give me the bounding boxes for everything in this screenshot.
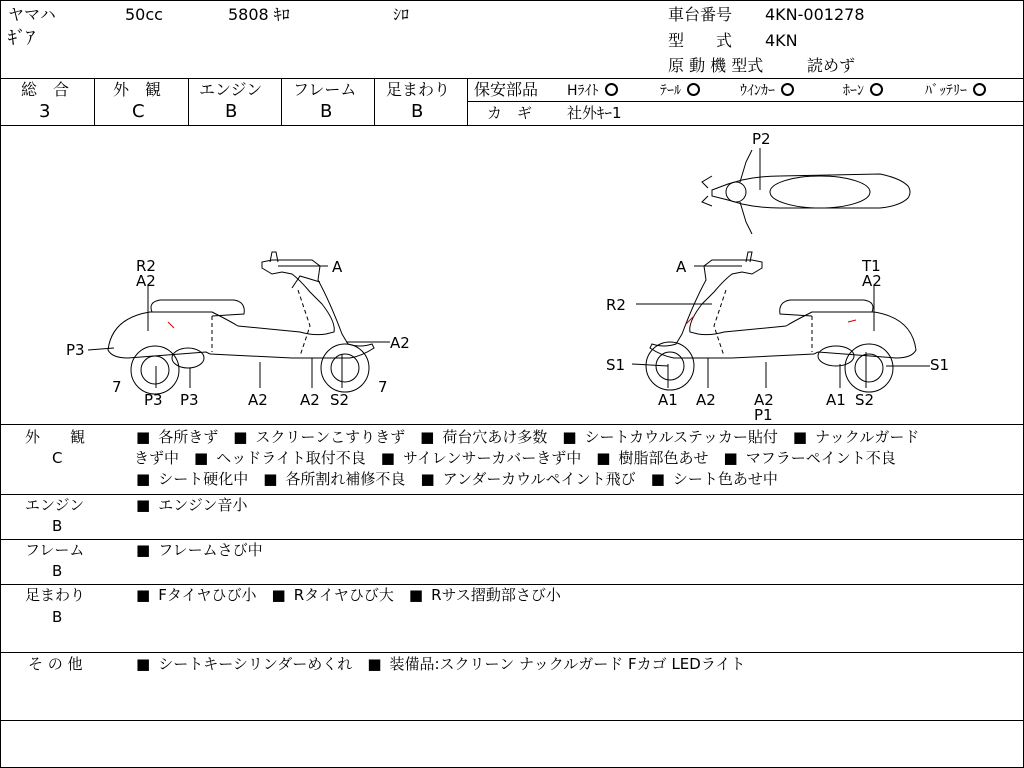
safety-parts-label: 保安部品 xyxy=(474,80,539,99)
exterior-grade-label: 外 観 xyxy=(113,80,162,99)
diagram-label: A2 xyxy=(862,272,882,290)
diagram-label: R2 xyxy=(606,296,626,314)
diagram-label: S2 xyxy=(330,391,350,409)
diagram-label: 7 xyxy=(378,378,388,396)
diagram-label: A1 xyxy=(826,391,846,409)
type-label: 型 式 xyxy=(668,31,733,50)
safety-battery: ﾊﾞｯﾃﾘｰ xyxy=(925,83,986,98)
scooter-top-view-icon xyxy=(702,150,910,234)
engine-type-label: 原 動 機 型式 xyxy=(668,56,764,75)
diagram-label: S2 xyxy=(855,391,875,409)
model-name: ｷﾞｱ xyxy=(8,28,35,49)
ok-circle-icon xyxy=(605,83,618,96)
mileage: 5808 ｷﾛ xyxy=(228,5,290,24)
diagram-label: 7 xyxy=(112,378,122,396)
exterior-notes-label: 外 観 xyxy=(25,428,86,446)
exterior-notes-line-3: ■ シート硬化中 ■ 各所割れ補修不良 ■ アンダーカウルペイント飛び ■ シート色あせ中 xyxy=(136,472,778,487)
safety-headlight: Hﾗｲﾄ xyxy=(567,83,618,98)
engine-notes-grade: B xyxy=(52,517,63,535)
damage-diagram xyxy=(0,126,1024,424)
total-grade-label: 総 合 xyxy=(21,80,70,99)
key-value: 社外ｷｰ1 xyxy=(567,104,622,122)
frame-grade: B xyxy=(320,101,333,122)
suspension-notes-label: 足まわり xyxy=(25,586,86,604)
engine-grade: B xyxy=(225,101,238,122)
key-label: カ ギ xyxy=(487,104,533,122)
diagram-label: P3 xyxy=(180,391,199,409)
suspension-grade: B xyxy=(411,101,424,122)
diagram-label: T1 xyxy=(862,257,881,275)
frame-notes-grade: B xyxy=(52,562,63,580)
exterior-notes-line-1: ■ 各所きず ■ スクリーンこすりきず ■ 荷台穴あけ多数 ■ シートカウルステッカー貼付 ■ ナックルガード xyxy=(136,430,919,445)
displacement: 50cc xyxy=(125,5,163,24)
engine-type-value: 読めず xyxy=(807,56,856,75)
frame-grade-label: フレーム xyxy=(293,80,357,99)
safety-tail: ﾃｰﾙ xyxy=(660,83,700,98)
diagram-label: S1 xyxy=(930,356,950,374)
diagram-label: A2 xyxy=(696,391,716,409)
engine-notes-label: エンジン xyxy=(25,496,85,514)
ok-circle-icon xyxy=(870,83,883,96)
diagram-label: A2 xyxy=(248,391,268,409)
frame-notes-label: フレーム xyxy=(25,541,85,559)
type-value: 4KN xyxy=(765,31,798,50)
diagram-labels xyxy=(66,130,949,424)
ok-circle-icon xyxy=(973,83,986,96)
exterior-notes-grade: C xyxy=(52,449,63,467)
diagram-label: A2 xyxy=(390,334,410,352)
diagram-label: S1 xyxy=(606,356,626,374)
diagram-label: P1 xyxy=(754,406,773,424)
other-notes-line-1: ■ シートキーシリンダーめくれ ■ 装備品:スクリーン ナックルガード Fカゴ LEDライト xyxy=(136,657,745,672)
frame-notes-line-1: ■ フレームさび中 xyxy=(136,543,263,558)
color: ｼﾛ xyxy=(393,5,410,24)
diagram-label: A2 xyxy=(300,391,320,409)
diagram-label: A xyxy=(676,258,687,276)
maker: ヤマハ xyxy=(8,5,56,24)
total-grade: 3 xyxy=(39,101,51,122)
suspension-grade-label: 足まわり xyxy=(386,80,451,99)
diagram-label: P3 xyxy=(66,341,85,359)
suspension-notes-line-1: ■ Fタイヤひび小 ■ Rタイヤひび大 ■ Rサス摺動部さび小 xyxy=(136,588,561,603)
diagram-label: A2 xyxy=(754,391,774,409)
frame-no-label: 車台番号 xyxy=(668,5,733,24)
engine-grade-label: エンジン xyxy=(199,80,263,99)
diagram-label: R2 xyxy=(136,257,156,275)
diagram-label: A1 xyxy=(658,391,678,409)
diagram-label: P3 xyxy=(144,391,163,409)
safety-horn: ﾎｰﾝ xyxy=(843,83,883,98)
safety-winker: ｳｲﾝｶｰ xyxy=(740,83,794,98)
exterior-notes-line-2: きず中 ■ ヘッドライト取付不良 ■ サイレンサーカバーきず中 ■ 樹脂部色あせ ■ マフラーペイント不良 xyxy=(134,451,896,466)
other-notes-label: そ の 他 xyxy=(28,655,83,673)
diagram-label: P2 xyxy=(752,130,771,148)
frame-no: 4KN-001278 xyxy=(765,5,865,24)
ok-circle-icon xyxy=(687,83,700,96)
diagram-label: A xyxy=(332,258,343,276)
suspension-notes-grade: B xyxy=(52,608,63,626)
exterior-grade: C xyxy=(132,101,145,122)
engine-notes-line-1: ■ エンジン音小 xyxy=(136,498,247,513)
diagram-label: A2 xyxy=(136,272,156,290)
ok-circle-icon xyxy=(781,83,794,96)
